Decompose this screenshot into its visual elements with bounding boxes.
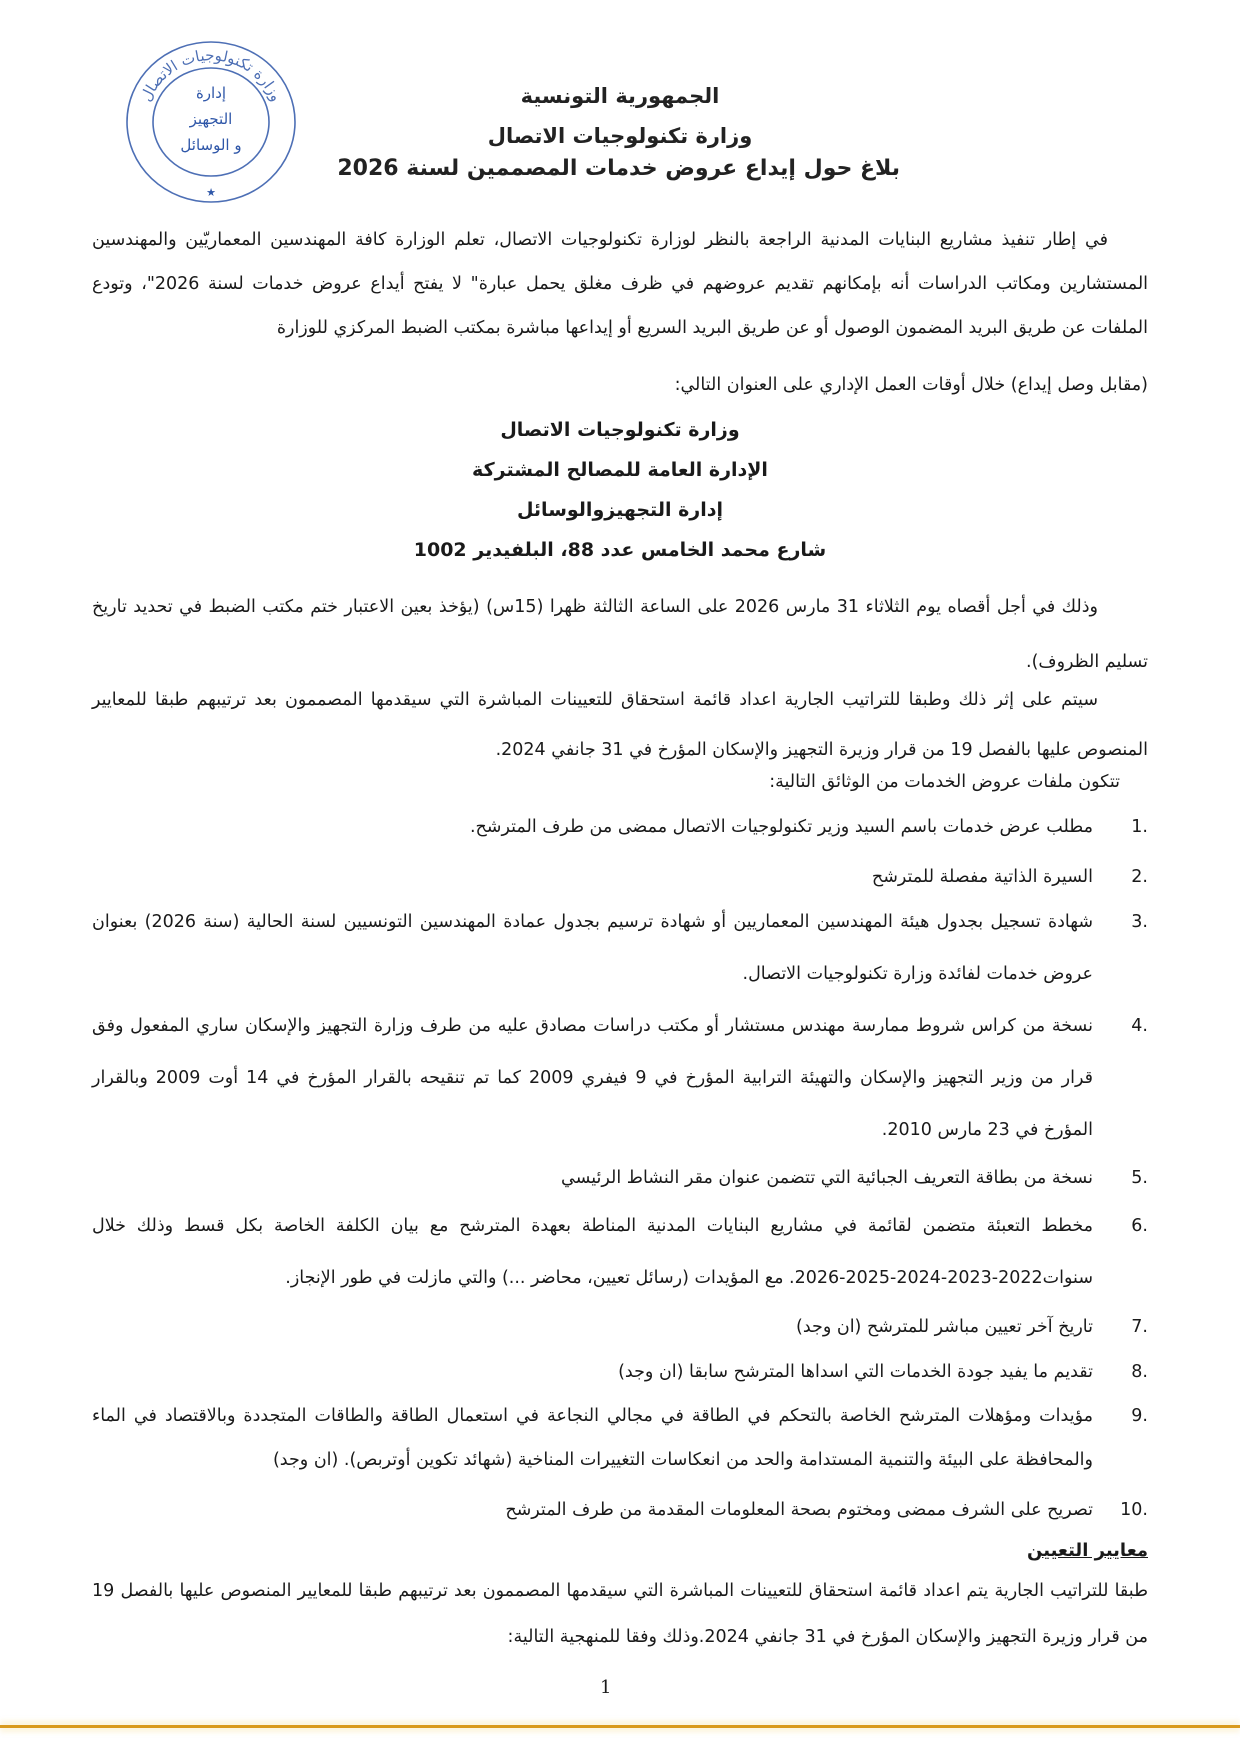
address-block xyxy=(300,410,940,570)
list-item xyxy=(92,1304,1148,1350)
deadline-paragraph: وذلك في أجل أقصاه يوم الثلاثاء 31 مارس 2026 على الساعة الثالثة ظهرا (15س) (يؤخذ بعين الاعتبار ختم مكتب الضبط في تحديد تاريخ تسليم الظروف). xyxy=(92,597,1148,672)
list-item-number: 4. xyxy=(1131,1016,1148,1036)
list-item xyxy=(92,1482,1148,1538)
star-icon: ★ xyxy=(206,186,216,199)
intro-paragraph: في إطار تنفيذ مشاريع البنايات المدنية الراجعة بالنظر لوزارة تكنولوجيات الاتصال، تعلم الوزارة كافة المهندسين المعماريّين والمهندسين المستشارين ومكاتب الدراسات أنه بإمكانهم تقديم عروضهم في ظرف مغلق يحمل عبارة" لا يفتح أيداع عروض خدمات لسنة 2026"، وتودع الملفات عن طريق البريد المضمون الوصول أو عن طريق البريد السريع أو إيداعها مباشرة بمكتب الضبط المركزي للوزارة xyxy=(92,230,1149,338)
criteria-heading: معايير التعيين xyxy=(1027,1540,1148,1561)
document-header xyxy=(300,76,940,156)
list-item xyxy=(92,1394,1148,1482)
stamp-inner-line-1: إدارة xyxy=(195,84,227,102)
list-item-number: 1. xyxy=(1131,817,1148,837)
list-item-number: 5. xyxy=(1131,1168,1148,1188)
list-item-text: مؤيدات ومؤهلات المترشح الخاصة بالتحكم في الطاقة في مجالي النجاعة في استعمال الطاقة والطاقات المتجددة وبالاقتصاد في الماء والمحافظة على البيئة والتنمية المستدامة والحد من انعكاسات التغييرات المناخية (شهائد تكوين أوتربص). (ان وجد) xyxy=(92,1406,1093,1470)
list-item xyxy=(92,1200,1148,1304)
list-item-text: شهادة تسجيل بجدول هيئة المهندسين المعماريين أو شهادة ترسيم بجدول عمادة المهندسين التونسيين لسنة الحالية (سنة 2026) بعنوان عروض خدمات لفائدة وزارة تكنولوجيات الاتصال. xyxy=(92,912,1093,984)
list-item xyxy=(92,812,1148,842)
list-item-text: نسخة من كراس شروط ممارسة مهندس مستشار أو مكتب دراسات مصادق عليه من طرف وزارة التجهيز والإسكان ساري المفعول وفق قرار من وزير التجهيز والإسكان والتهيئة الترابية المؤرخ في 9 فيفري 2009 كما تم تنقيحه بالقرار المؤرخ في 14 أوت 2009 وبالقرار المؤرخ في 23 مارس 2010. xyxy=(92,1016,1094,1140)
list-item-text: تاريخ آخر تعيين مباشر للمترشح (ان وجد) xyxy=(796,1317,1093,1337)
list-item-text: مطلب عرض خدمات باسم السيد وزير تكنولوجيات الاتصال ممضى من طرف المترشح. xyxy=(469,817,1093,837)
bottom-rule xyxy=(0,1725,1240,1728)
address-line-street: شارع محمد الخامس عدد 88، البلفيدير 1002 xyxy=(413,539,827,561)
list-item-number: 9. xyxy=(1131,1406,1148,1426)
ranking-paragraph: سيتم على إثر ذلك وطبقا للتراتيب الجارية اعداد قائمة استحقاق للتعيينات المباشرة التي سيقدمها المصممون بعد ترتيبهم طبقا للمعايير المنصوص عليها بالفصل 19 من قرار وزيرة التجهيز والإسكان المؤرخ في 31 جانفي 2024. xyxy=(92,690,1148,760)
stamp-inner-line-2: التجهيز xyxy=(189,110,233,128)
list-item-number: 3. xyxy=(1131,912,1148,932)
stamp-outer-text: وزارة تكنولوجيات الاتصال xyxy=(136,46,286,105)
list-item xyxy=(92,1000,1148,1156)
list-item-text: مخطط التعبئة متضمن لقائمة في مشاريع البنايات المدنية المناطة بعهدة المترشح مع بيان الكلفة الخاصة بكل قسط وذلك خلال سنوات2022-2023-2024-2025-2026. مع المؤيدات (رسائل تعيين، محاضر ...) والتي مازلت في طور الإنجاز. xyxy=(92,1216,1093,1288)
list-item-text: نسخة من بطاقة التعريف الجبائية التي تتضمن عنوان مقر النشاط الرئيسي xyxy=(561,1168,1093,1188)
list-item xyxy=(92,896,1148,1000)
page-number: 1 xyxy=(600,1677,612,1698)
address-line-directorate: الإدارة العامة للمصالح المشتركة xyxy=(472,459,768,481)
criteria-paragraph: طبقا للتراتيب الجارية يتم اعداد قائمة استحقاق للتعيينات المباشرة التي سيقدمها المصممون بعد ترتيبهم طبقا للمعايير المنصوص عليها بالفصل 19 من قرار وزيرة التجهيز والإسكان المؤرخ في 31 جانفي 2024.وذلك وفقا للمنهجية التالية: xyxy=(92,1581,1148,1647)
intro-last-line: (مقابل وصل إيداع) خلال أوقات العمل الإداري على العنوان التالي: xyxy=(674,375,1148,395)
document-title: بلاغ حول إيداع عروض خدمات المصممين لسنة 2026 xyxy=(337,156,900,181)
documents-intro: تتكون ملفات عروض الخدمات من الوثائق التالية: xyxy=(769,772,1120,792)
list-item xyxy=(92,862,1148,892)
stamp-icon xyxy=(118,36,304,206)
list-item xyxy=(92,1156,1148,1200)
list-item-text: تصريح على الشرف ممضى ومختوم بصحة المعلومات المقدمة من طرف المترشح xyxy=(505,1500,1093,1520)
official-stamp xyxy=(118,36,304,206)
list-item-text: تقديم ما يفيد جودة الخدمات التي اسداها المترشح سابقا (ان وجد) xyxy=(618,1362,1093,1382)
stamp-inner-line-3: و الوسائل xyxy=(180,136,242,154)
ministry-name: وزارة تكنولوجيات الاتصال xyxy=(487,124,753,148)
list-item-number: 6. xyxy=(1131,1216,1148,1236)
country-name: الجمهورية التونسية xyxy=(520,84,720,108)
documents-list xyxy=(92,812,1148,1538)
list-item-text: السيرة الذاتية مفصلة للمترشح xyxy=(871,867,1093,887)
list-item-number: 7. xyxy=(1131,1317,1148,1337)
list-item-number: 2. xyxy=(1131,867,1148,887)
list-item-number: 10. xyxy=(1120,1500,1148,1520)
list-item-number: 8. xyxy=(1131,1362,1148,1382)
list-item xyxy=(92,1350,1148,1394)
address-line-department: إدارة التجهيزوالوسائل xyxy=(516,499,724,521)
address-line-ministry: وزارة تكنولوجيات الاتصال xyxy=(500,419,740,441)
